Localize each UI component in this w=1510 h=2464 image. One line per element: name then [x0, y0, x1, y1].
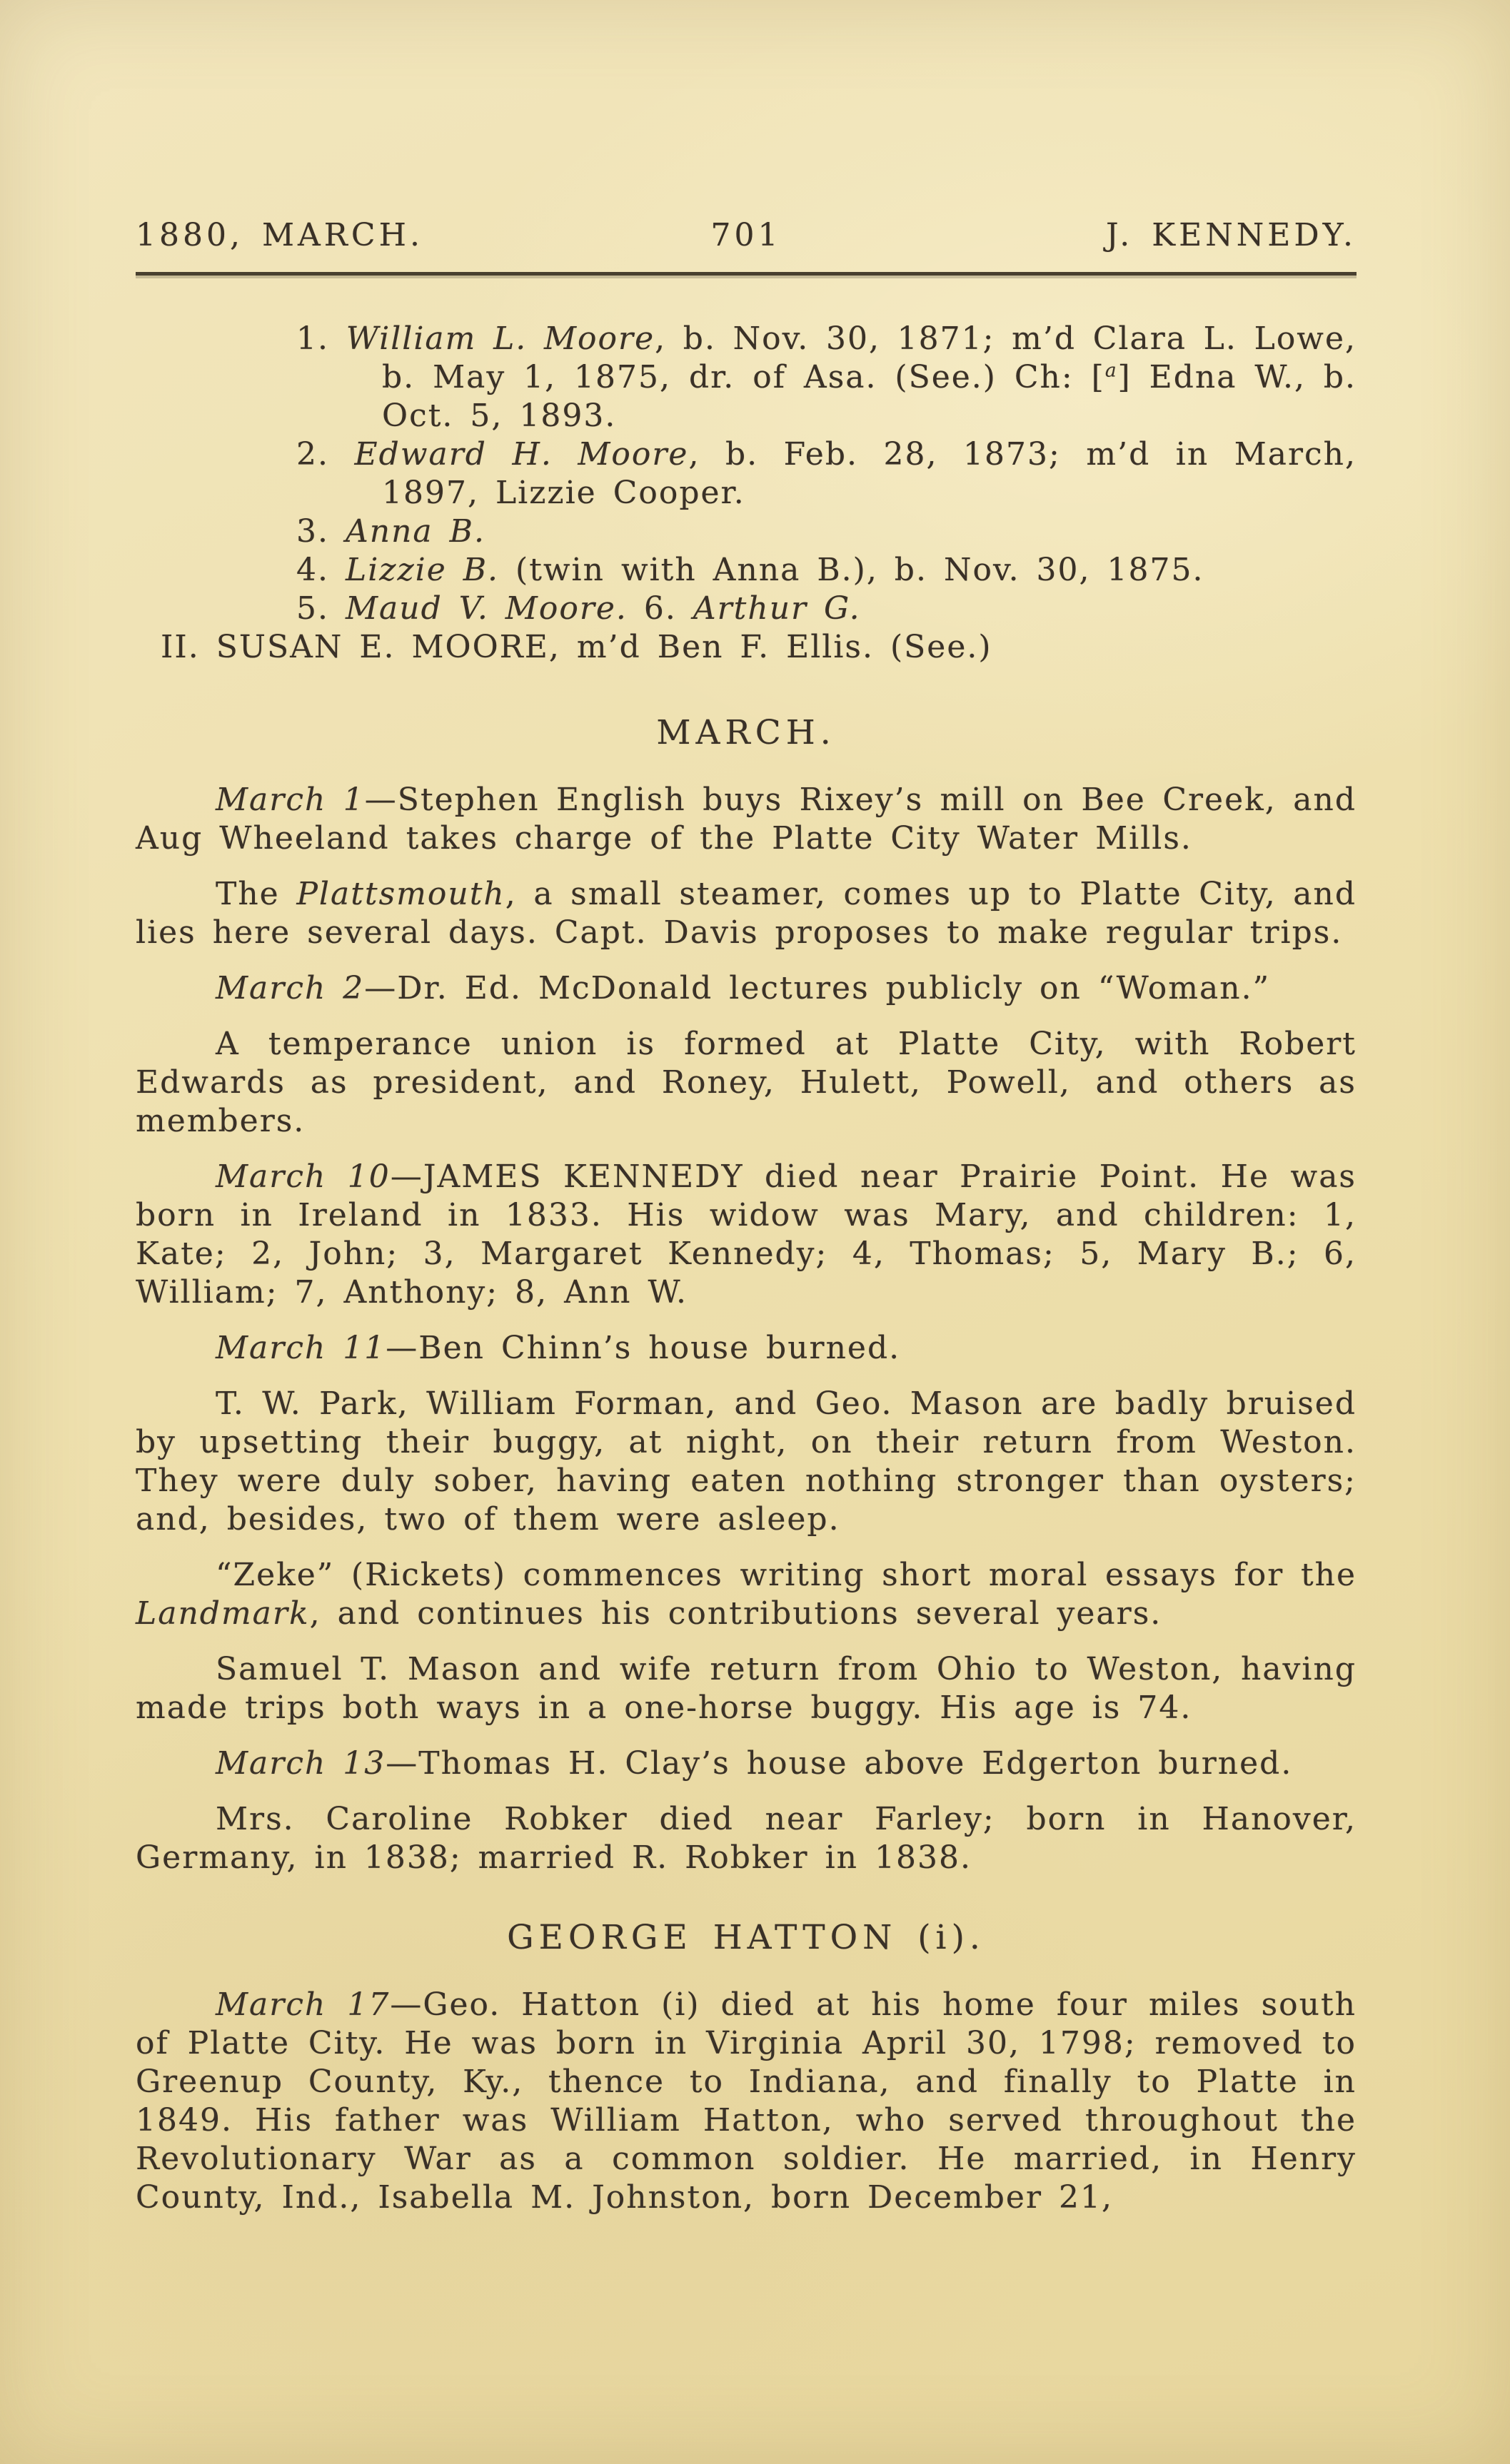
paragraph-march-13 [136, 1745, 1357, 1783]
text-run: Samuel T. Mason and wife return from Ohio to Weston, having made trips both ways in a one-horse buggy. His age is 74. [136, 1651, 1357, 1726]
italic-text-run: Lizzie B. [345, 552, 500, 588]
header-surname: J. KENNEDY. [1106, 217, 1357, 253]
genealogy-item [296, 320, 1357, 435]
italic-text-run: Maud V. Moore. [345, 590, 628, 627]
text-run: —Stephen English buys Rixey’s mill on Bee Creek, and Aug Wheeland takes charge of the Platte City Water Mills. [136, 782, 1357, 857]
text-run: —Dr. Ed. McDonald lectures publicly on “Woman.” [364, 970, 1271, 1006]
paragraph-march-11 [136, 1329, 1357, 1368]
genealogy-item [296, 513, 1357, 551]
paragraph-march-1 [136, 781, 1357, 858]
running-header [136, 216, 1357, 255]
text-run: 4. [296, 552, 346, 588]
text-run: (twin with Anna B.), b. Nov. 30, 1875. [499, 552, 1204, 588]
section-heading-george-hatton: GEORGE HATTON (i). [507, 1918, 985, 1957]
paragraph-zeke [136, 1556, 1357, 1633]
page-number: 701 [710, 217, 782, 253]
header-rule [136, 272, 1357, 276]
italic-text-run: a [1104, 359, 1118, 382]
text-run: —Thomas H. Clay’s house above Edgerton burned. [386, 1745, 1293, 1782]
text-run: T. W. Park, William Forman, and Geo. Mason are badly bruised by upsetting their buggy, at night, on their return from Weston. They were duly sober, having eaten nothing stronger than oysters; and, besides, two of them were asleep. [136, 1385, 1357, 1538]
italic-text-run: Landmark [136, 1595, 310, 1632]
italic-text-run: March 2 [216, 970, 365, 1006]
genealogy-item [296, 590, 1357, 628]
text-run: 6. [627, 590, 693, 627]
paragraph-robker [136, 1800, 1357, 1877]
text-run: The [216, 876, 297, 912]
italic-text-run: March 17 [216, 1986, 391, 2023]
paragraph-plattsmouth [136, 875, 1357, 952]
italic-text-run: Arthur G. [693, 590, 861, 627]
paragraph-march-17 [136, 1986, 1357, 2217]
paragraph-samuel-mason [136, 1650, 1357, 1727]
text-run: , a small steamer, comes up to Platte City, and lies here several days. Capt. Davis proposes to make regular trips. [136, 876, 1357, 951]
text-run: 1. [296, 320, 346, 357]
text-run: II. SUSAN E. MOORE, m’d Ben F. Ellis. (See.) [161, 629, 992, 665]
italic-text-run: William L. Moore [346, 320, 655, 357]
text-run: A temperance union is formed at Platte City, with Robert Edwards as president, and Roney, Hulett, Powell, and others as members. [136, 1026, 1357, 1139]
genealogy-item [296, 551, 1357, 590]
paragraph-temperance [136, 1025, 1357, 1141]
section-heading-march: MARCH. [656, 713, 836, 752]
italic-text-run: Plattsmouth [296, 876, 505, 912]
genealogy-entry-ii [161, 628, 1357, 667]
text-run: , and continues his contributions several years. [309, 1595, 1162, 1632]
italic-text-run: Edward H. Moore [354, 436, 689, 473]
text-run: —Geo. Hatton (i) died at his home four miles south of Platte City. He was born in Virginia April 30, 1798; removed to Greenup County, Ky., thence to Indiana, and finally to Platte in 1849. His father was William Hatton, who served throughout the Revolutionary War as a common soldier. He married, in Henry County, Ind., Isabella M. Johnston, born December 21, [136, 1986, 1357, 2216]
genealogy-item [296, 435, 1357, 513]
paragraph-buggy-upset [136, 1385, 1357, 1539]
italic-text-run: March 1 [216, 782, 365, 818]
text-run: 2. [296, 436, 355, 473]
paragraph-march-2 [136, 969, 1357, 1008]
text-run: —Ben Chinn’s house burned. [386, 1330, 901, 1366]
header-date: 1880, MARCH. [136, 217, 423, 253]
text-run: , b. Feb. 28, 1873; m’d in March, 1897, Lizzie Cooper. [382, 436, 1357, 511]
italic-text-run: Anna B. [345, 513, 485, 550]
text-run: 5. [296, 590, 346, 627]
paragraph-march-10 [136, 1158, 1357, 1312]
genealogy-list [136, 320, 1357, 667]
text-run: “Zeke” (Rickets) commences writing short moral essays for the [216, 1557, 1357, 1593]
text-run: , b. Nov. 30, 1871; m’d Clara L. Lowe, b. May 1, 1875, dr. of Asa. (See.) Ch: [ [382, 320, 1357, 395]
text-run: ] Edna W., b. Oct. 5, 1893. [382, 359, 1357, 434]
text-run: —JAMES KENNEDY died near Prairie Point. He was born in Ireland in 1833. His widow was Mary, and children: 1, Kate; 2, John; 3, Margaret Kennedy; 4, Thomas; 5, Mary B.; 6, William; 7, Anthony; 8, Ann W. [136, 1158, 1357, 1311]
italic-text-run: March 10 [216, 1158, 391, 1195]
text-run: Mrs. Caroline Robker died near Farley; born in Hanover, Germany, in 1838; married R. Robker in 1838. [136, 1801, 1357, 1876]
italic-text-run: March 13 [216, 1745, 386, 1782]
text-run: 3. [296, 513, 346, 550]
italic-text-run: March 11 [216, 1330, 386, 1366]
